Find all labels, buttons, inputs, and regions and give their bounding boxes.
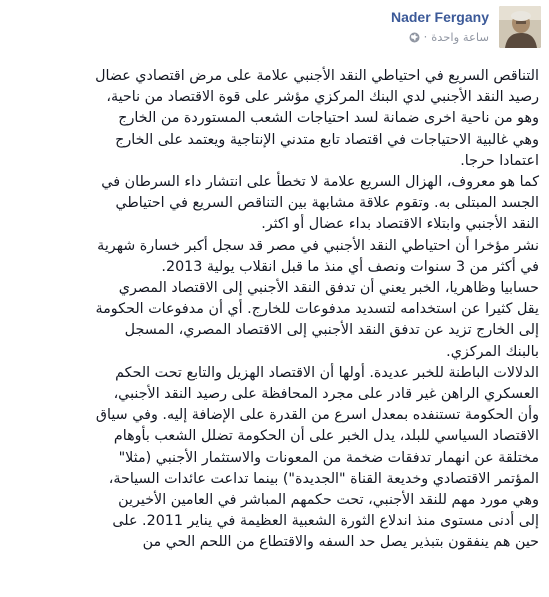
meta-separator: ·	[423, 30, 428, 44]
post-paragraph-2: كما هو معروف، الهزال السريع علامة لا تخطأ على انتشار داء السرطان في الجسد المبتلى به. وتقوم علاقة مشابهة بين التناقص السريع في احتياطي النقد الأجنبي وابتلاء الاقتصاد بداء عضال أو اكثر.	[101, 174, 539, 233]
post-timestamp[interactable]: ساعة واحدة	[431, 30, 489, 44]
avatar[interactable]	[499, 6, 541, 48]
post-paragraph-5: الدلالات الباطنة للخبر عديدة. أولها أن الاقتصاد الهزيل والتابع تحت الحكم العسكري الراهن غير قادر على مجرد المحافظة على رصيد النقد الأجنبي، وأن الحكومة تستنفده بمعدل اسرع من القدرة على الإضافة إليه. وفي سياق الاقتصاد السياسي للبلد، يدل الخبر على أن الحكومة تضلل الشعب بأوهام مختلقة عن انهمار تدفقات ضخمة من المعونات والاستثمار الأجنبي (مثلا" المؤتمر الاقتصادي وخديعة القناة "الجديدة") بينما تداعت عائدات السياحة، وهي مورد مهم للنقد الأجنبي، تحت حكمهم المباشر في العامين الأخيرين إلى أدنى مستوى منذ اندلاع الثورة الشعبية العظيمة في يناير 2011. على حين هم ينفقون بتبذير يصل حد السفه والاقتطاع من اللحم الحي من	[95, 364, 539, 551]
profile-photo	[499, 6, 541, 48]
post-meta	[409, 30, 489, 44]
post-paragraph-1: التناقص السريع في احتياطي النقد الأجنبي علامة على مرض اقتصادي عضال رصيد النقد الأجنبي لدي البنك المركزي مؤشر على قوة الاقتصاد من ناحية، وهو من ناحية اخرى ضمانة لسد احتياجات الشعب المستوردة من الخارج وهي غالبية الاحتياجات في اقتصاد تابع متدني الإنتاجية ويعتمد على الخارج اعتمادا حرجا.	[95, 68, 539, 169]
post-header	[0, 0, 549, 60]
post-paragraph-4: حسابيا وظاهريا، الخبر يعني أن تدفق النقد الأجنبي إلى الاقتصاد المصري يقل كثيرا عن استخدامه لتسديد مدفوعات للخارج. أي أن مدفوعات الحكومة إلى الخارج تزيد عن تدفق النقد الأجنبي إلى الاقتصاد المصري، المسجل بالبنك المركزي.	[95, 280, 539, 360]
post-text	[10, 66, 539, 554]
post-paragraph-3: نشر مؤخرا أن احتياطي النقد الأجنبي في مصر قد سجل أكبر خسارة شهرية في أكثر من 3 سنوات ونصف أي منذ ما قبل انقلاب يولية 2013.	[97, 237, 539, 275]
author-name-link[interactable]: Nader Fergany	[390, 9, 489, 25]
globe-icon[interactable]	[409, 32, 420, 43]
